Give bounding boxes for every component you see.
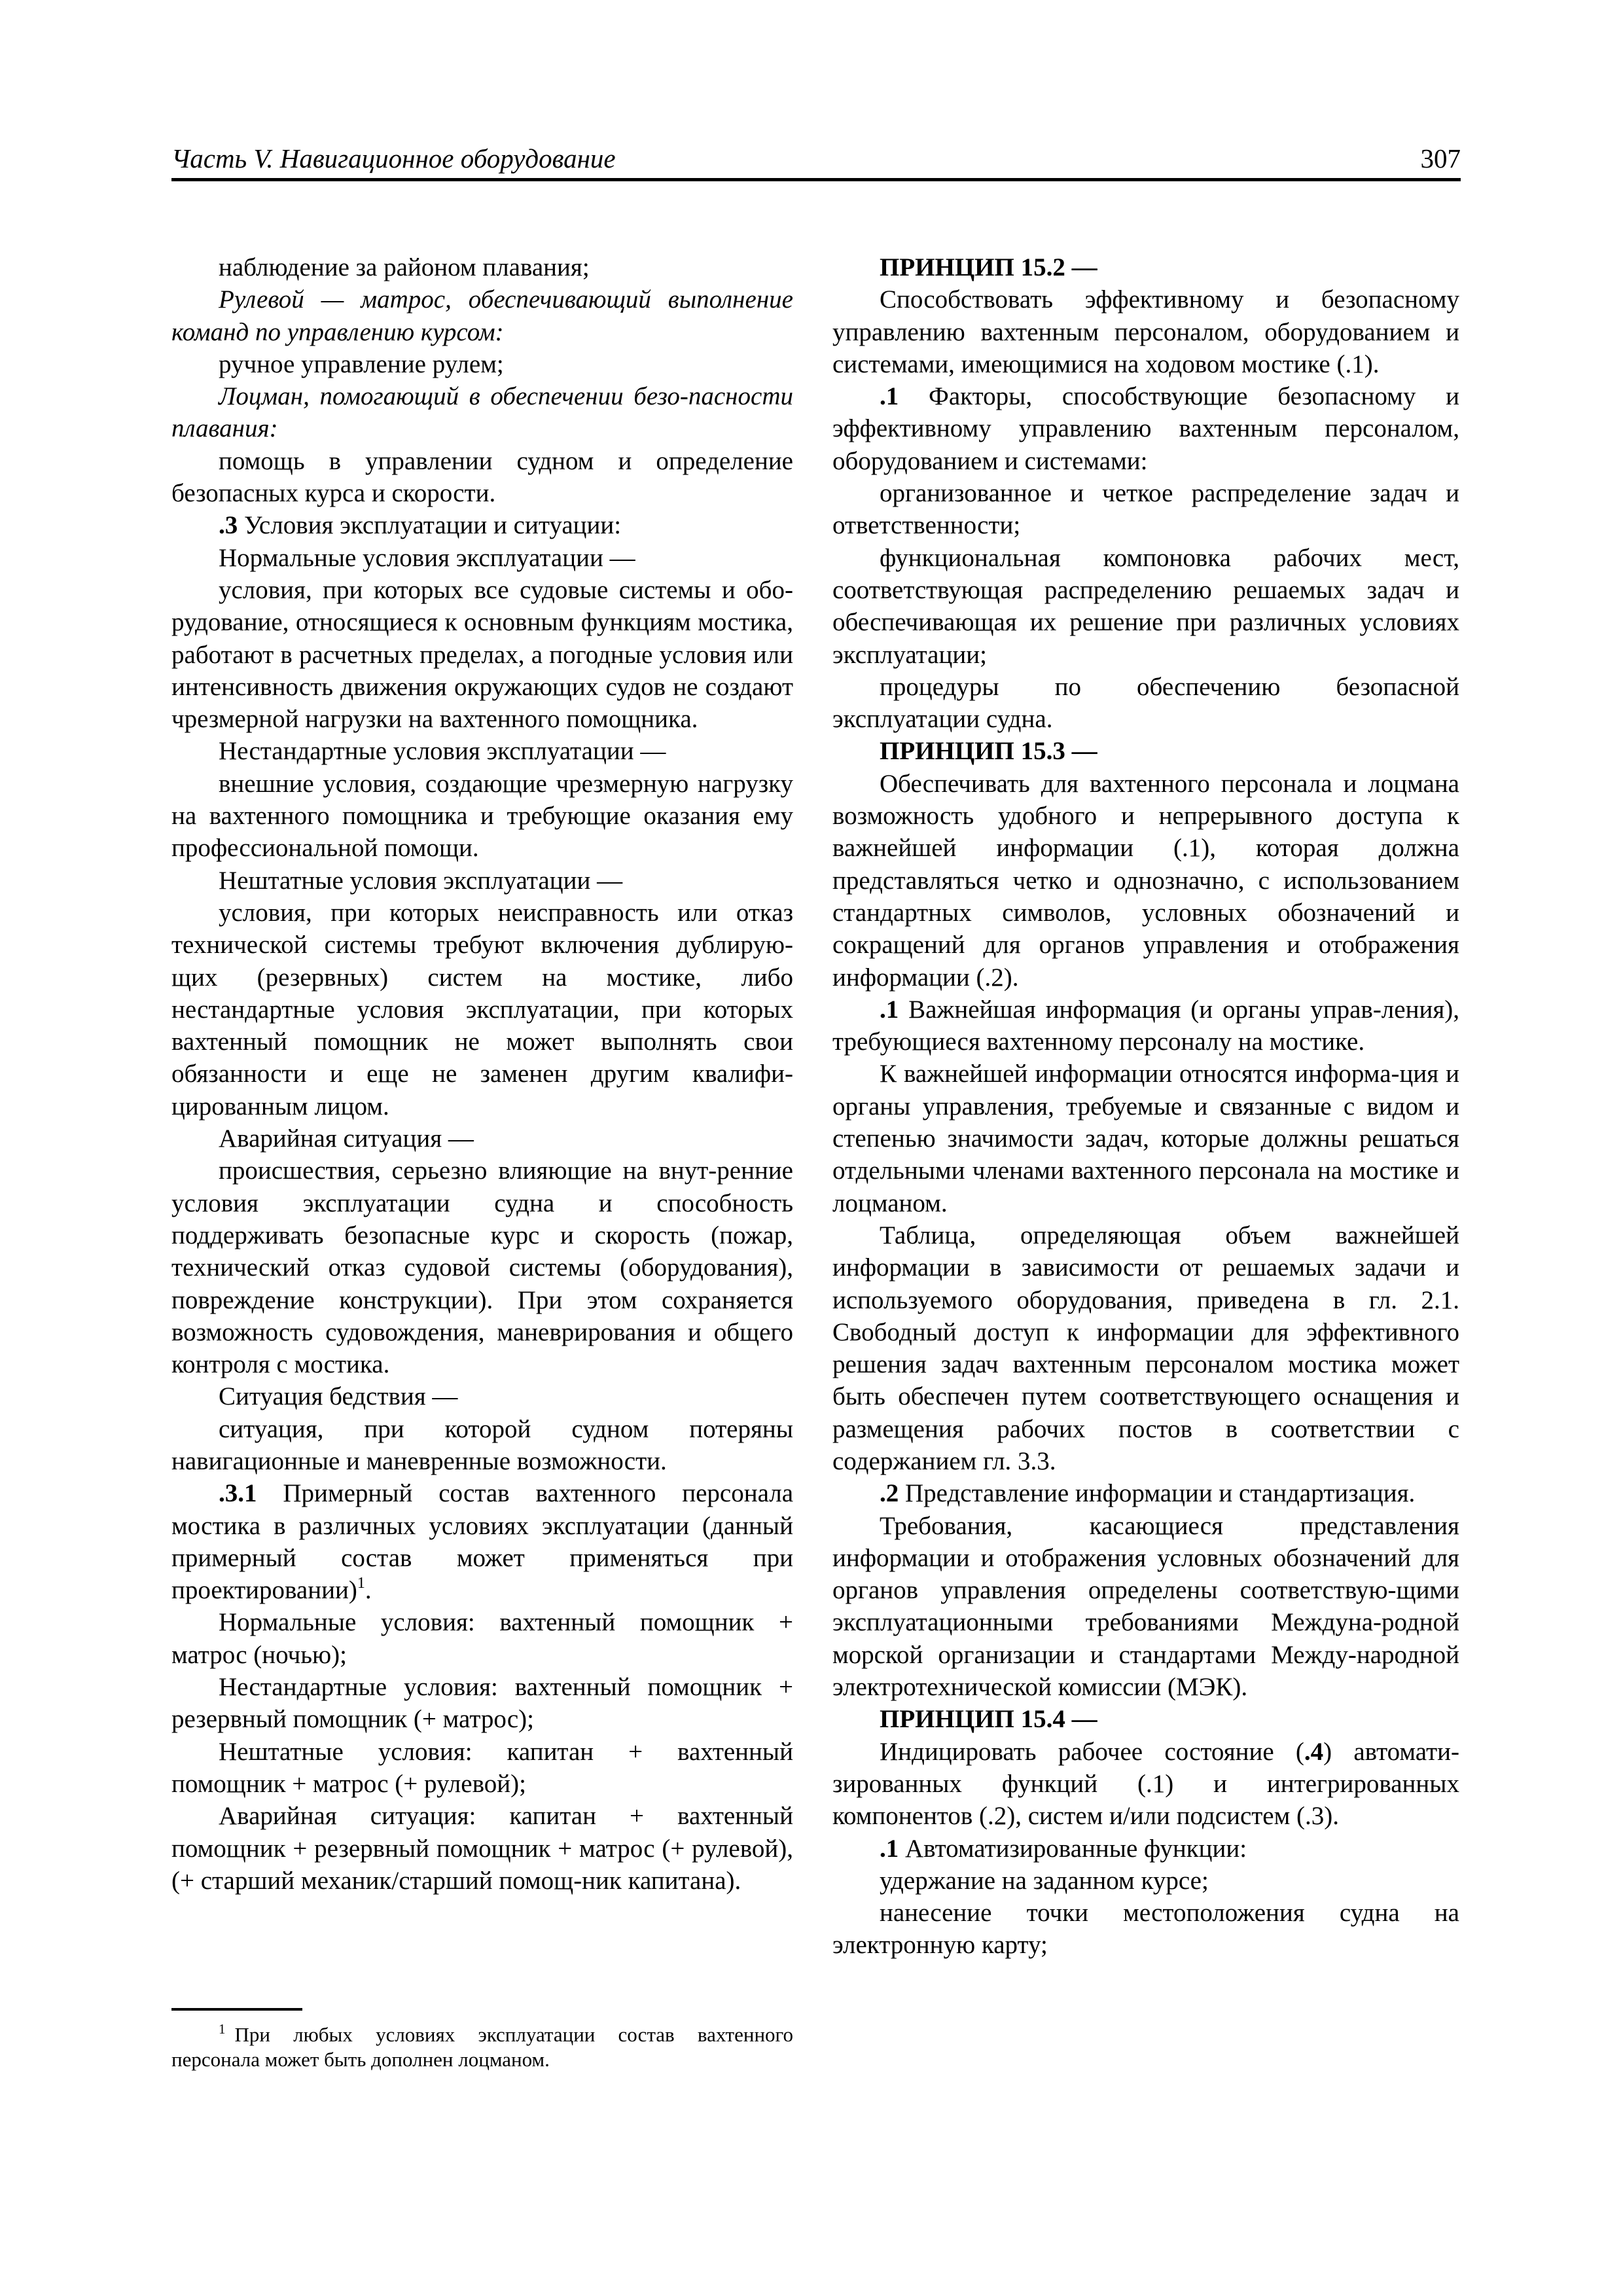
paragraph: условия, при которых все судовые системы и обо-рудование, относящиеся к основным функциям мостика, работают в расчетных пределах, а погодные условия или интенсивность движения окружающих судов не создают чрезмерной нагрузки на вахтенного помощника. (171, 575, 793, 734)
paragraph: Ситуация бедствия — (219, 1382, 458, 1411)
paragraph: Нештатные условия: капитан + вахтенный помощник + матрос (+ рулевой); (171, 1737, 793, 1798)
clause-text: Важнейшая информация (и органы управ-ления), требующиеся вахтенному персоналу на мостике. (832, 995, 1459, 1056)
paragraph (832, 380, 1459, 477)
paragraph: Обеспечивать для вахтенного персонала и лоцмана возможность удобного и непрерывного доступа к важнейшей информации (.1), которая должна представляться четко и однозначно, с использованием стандартных символов, условных обозначений и сокращений для органов управления и отображения информации (.2). (832, 769, 1459, 992)
clause-number: .1 (880, 995, 899, 1024)
principle-heading: ПРИНЦИП 15.2 — (880, 253, 1097, 281)
paragraph: Нормальные условия: вахтенный помощник + матрос (ночью); (171, 1608, 793, 1669)
paragraph (832, 1477, 1459, 1509)
paragraph: процедуры по обеспечению безопасной эксплуатации судна. (832, 672, 1459, 734)
paragraph: Таблица, определяющая объем важнейшей информации в зависимости от решаемых задачи и используемого оборудования, приведена в гл. 2.1. Свободный доступ к информации для эффективного решения задач вахтенным персоналом мостика может быть обеспечен путем соответствующего оснащения и размещения рабочих постов в соответствии с содержанием гл. 3.3. (832, 1221, 1459, 1475)
clause-text: Представление информации и стандартизация. (899, 1479, 1416, 1508)
clause-text-end: . (365, 1576, 372, 1605)
footnote-text: При любых условиях эксплуатации состав вахтенного персонала может быть дополнен лоцманом. (171, 2023, 793, 2071)
clause-text: Примерный состав вахтенного персонала мостика в различных условиях эксплуатации (данный примерный состав может применяться при проектировании) (171, 1479, 793, 1605)
paragraph: Аварийная ситуация — (219, 1124, 474, 1153)
left-column (171, 251, 793, 1897)
paragraph: происшествия, серьезно влияющие на внут-ренние условия эксплуатации судна и способность поддерживать безопасные курс и скорость (пожар, технический отказ судовой системы (оборудования), повреждение конструкции). При этом сохраняется возможность судовождения, маневрирования и общего контроля с мостика. (171, 1157, 793, 1379)
paragraph: условия, при которых неисправность или отказ технической системы требуют включения дублирую-щих (резервных) систем на мостике, либо нестандартные условия эксплуатации, при которых вахтенный помощник не может выполнять свои обязанности и еще не заменен другим квалифи-цированным лицом. (171, 898, 793, 1121)
paragraph: Аварийная ситуация: капитан + вахтенный помощник + резервный помощник + матрос (+ рулевой), (+ старший механик/старший помощ-ник капитана). (171, 1802, 793, 1895)
paragraph (832, 1736, 1459, 1833)
clause-number: .1 (880, 382, 899, 411)
running-header (171, 140, 1461, 181)
paragraph (171, 1477, 793, 1606)
clause-text: Индицировать рабочее состояние ( (880, 1737, 1304, 1766)
paragraph (171, 509, 793, 541)
paragraph: Нестандартные условия эксплуатации — (219, 737, 666, 766)
principle-heading: ПРИНЦИП 15.4 — (880, 1705, 1097, 1734)
paragraph: функциональная компоновка рабочих мест, соответствующая распределению решаемых задач и обеспечивающая их решение при различных условиях эксплуатации; (832, 543, 1459, 669)
running-header-title: Часть V. Навигационное оборудование (171, 143, 616, 173)
clause-text: Автоматизированные функции: (899, 1834, 1247, 1863)
paragraph: Требования, касающиеся представления информации и отображения условных обозначений для органов управления определены соответствую-щими эксплуатационными требованиями Междуна-родной морской организации и стандартами Между-народной электротехнической комиссии (МЭК). (832, 1511, 1459, 1702)
paragraph: организованное и четкое распределение задач и ответственности; (832, 479, 1459, 540)
paragraph: Нештатные условия эксплуатации — (219, 866, 623, 895)
footnote-reference: 1 (357, 1575, 365, 1592)
clause-number: .4 (1304, 1737, 1324, 1766)
clause-number: .3.1 (219, 1479, 257, 1508)
paragraph: Рулевой — матрос, обеспечивающий выполнение команд по управлению курсом: (171, 285, 793, 346)
paragraph: удержание на заданном курсе; (880, 1866, 1209, 1895)
paragraph: ручное управление рулем; (219, 350, 504, 378)
paragraph: К важнейшей информации относятся информа-ция и органы управления, требуемые и связанные с видом и степенью значимости задач, которые должны решаться отдельными членами вахтенного персонала на мостике и лоцманом. (832, 1060, 1459, 1217)
right-column (832, 251, 1459, 1962)
clause-number: .3 (219, 511, 238, 540)
paragraph: Способствовать эффективному и безопасному управлению вахтенным персоналом, оборудованием и системами, имеющимися на ходовом мостике (.1). (832, 285, 1459, 378)
paragraph (832, 1833, 1459, 1865)
footnote (171, 2022, 793, 2072)
principle-heading: ПРИНЦИП 15.3 — (880, 737, 1097, 766)
paragraph (832, 994, 1459, 1058)
clause-text: Условия эксплуатации и ситуации: (238, 511, 622, 540)
paragraph: наблюдение за районом плавания; (219, 253, 590, 281)
footnote-divider (171, 2008, 302, 2011)
footnote-mark: 1 (219, 2021, 226, 2037)
paragraph: помощь в управлении судном и определение безопасных курса и скорости. (171, 446, 793, 508)
paragraph: Лоцман, помогающий в обеспечении безо-пасности плавания: (171, 382, 793, 443)
paragraph: внешние условия, создающие чрезмерную нагрузку на вахтенного помощника и требующие оказания ему профессиональной помощи. (171, 769, 793, 863)
page-number: 307 (1420, 143, 1461, 173)
paragraph: ситуация, при которой судном потеряны навигационные и маневренные возможности. (171, 1414, 793, 1475)
clause-text: Факторы, способствующие безопасному и эффективному управлению вахтенным персоналом, оборудованием и системами: (832, 382, 1459, 475)
paragraph: нанесение точки местоположения судна на электронную карту; (832, 1899, 1459, 1960)
clause-number: .2 (880, 1479, 899, 1508)
clause-text: ) автомати-зированных функций (.1) и интегрированных компонентов (.2), систем и/или подсистем (.3). (832, 1737, 1459, 1831)
paragraph: Нестандартные условия: вахтенный помощник + резервный помощник (+ матрос); (171, 1673, 793, 1734)
paragraph: Нормальные условия эксплуатации — (219, 543, 635, 572)
clause-number: .1 (880, 1834, 899, 1863)
